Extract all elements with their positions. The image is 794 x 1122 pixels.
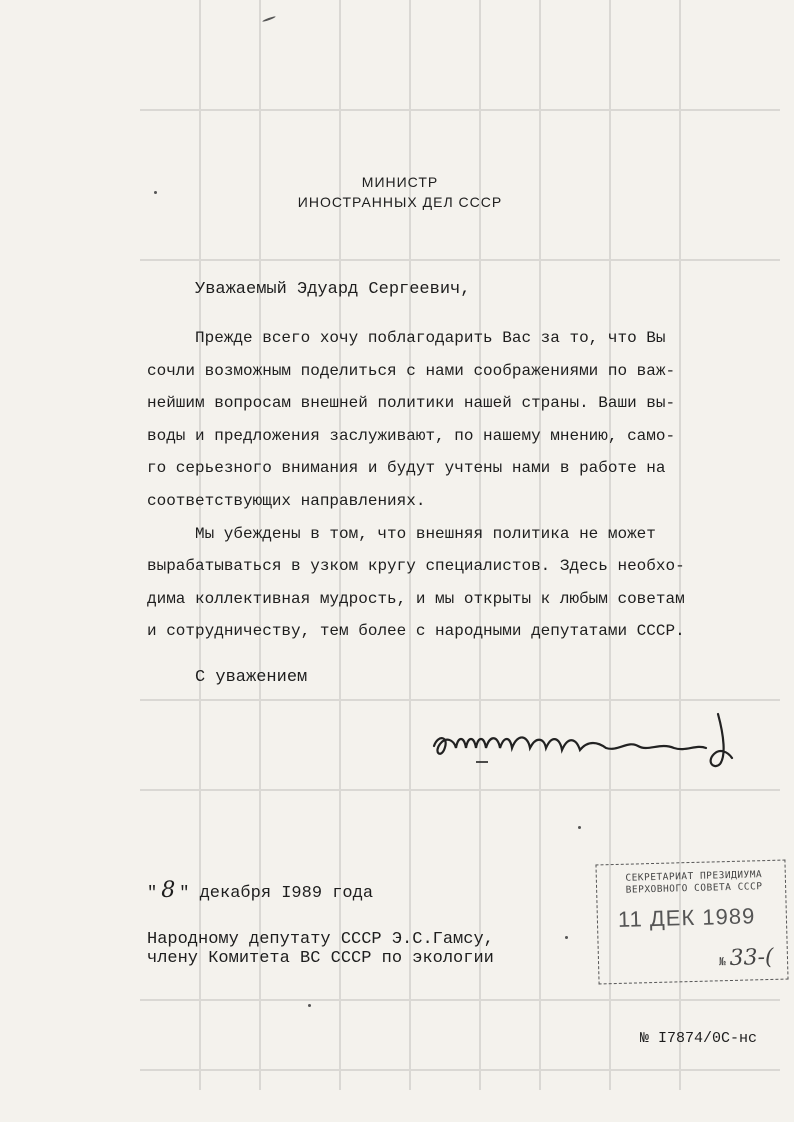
- stamp-line-1: СЕКРЕТАРИАТ ПРЕЗИДИУМА: [625, 869, 763, 884]
- text-line: сочли возможным поделиться с нами соображениями по важ-: [147, 361, 676, 380]
- text-line: го серьезного внимания и будут учтены нами в работе на: [147, 459, 666, 478]
- paragraph: [147, 518, 707, 648]
- stamp-number-value: 33-(: [729, 944, 774, 972]
- date-month-year: декабря I989 года: [199, 884, 374, 903]
- text-line: вырабатываться в узком кругу специалистов. Здесь необхо-: [147, 557, 685, 576]
- paper-speck: [565, 936, 568, 939]
- text-line: нейшим вопросам внешней политики нашей страны. Ваши вы-: [147, 394, 676, 413]
- text-line: дима коллективная мудрость, и мы открыты к любым советам: [147, 589, 685, 608]
- letterhead-subtitle: ИНОСТРАННЫХ ДЕЛ СССР: [297, 194, 503, 210]
- date-open-quote: ": [147, 884, 158, 903]
- addressee-line-1: Народному депутату СССР Э.С.Гамсу,: [147, 930, 494, 949]
- salutation: Уважаемый Эдуард Сергеевич,: [195, 280, 471, 299]
- registration-stamp: [595, 860, 788, 985]
- text-line: соответствующих направлениях.: [147, 491, 426, 510]
- date-day: 8: [161, 878, 176, 903]
- closing-phrase: С уважением: [195, 668, 308, 687]
- outgoing-reference-number: № I7874/0С-нс: [640, 1030, 758, 1047]
- text-line: Прежде всего хочу поблагодарить Вас за то, что Вы: [195, 329, 666, 347]
- letter-body: [147, 322, 707, 648]
- letter-date: [147, 878, 373, 903]
- handwritten-signature: [428, 706, 758, 776]
- text-line: Мы убеждены в том, что внешняя политика не может: [195, 524, 656, 543]
- stamp-line-2: ВЕРХОВНОГО СОВЕТА СССР: [625, 881, 763, 896]
- text-line: воды и предложения заслуживают, по нашему мнению, само-: [147, 426, 676, 445]
- paper-speck: [308, 1004, 311, 1007]
- paper-speck: [154, 191, 157, 194]
- letterhead: [250, 172, 550, 212]
- stamp-number-prefix: №: [718, 955, 726, 969]
- paragraph: [147, 322, 707, 518]
- addressee-line-2: члену Комитета ВС СССР по экологии: [147, 949, 494, 968]
- letterhead-title: МИНИСТР: [361, 174, 439, 190]
- stamp-number: [719, 945, 774, 971]
- paper-speck: [262, 16, 276, 23]
- text-line: и сотрудничеству, тем более с народными депутатами СССР.: [147, 622, 685, 641]
- paper-speck: [578, 826, 581, 829]
- date-close-quote: ": [179, 884, 190, 903]
- stamp-date: 11 ДЕК 1989: [617, 903, 756, 932]
- addressee: [147, 930, 494, 968]
